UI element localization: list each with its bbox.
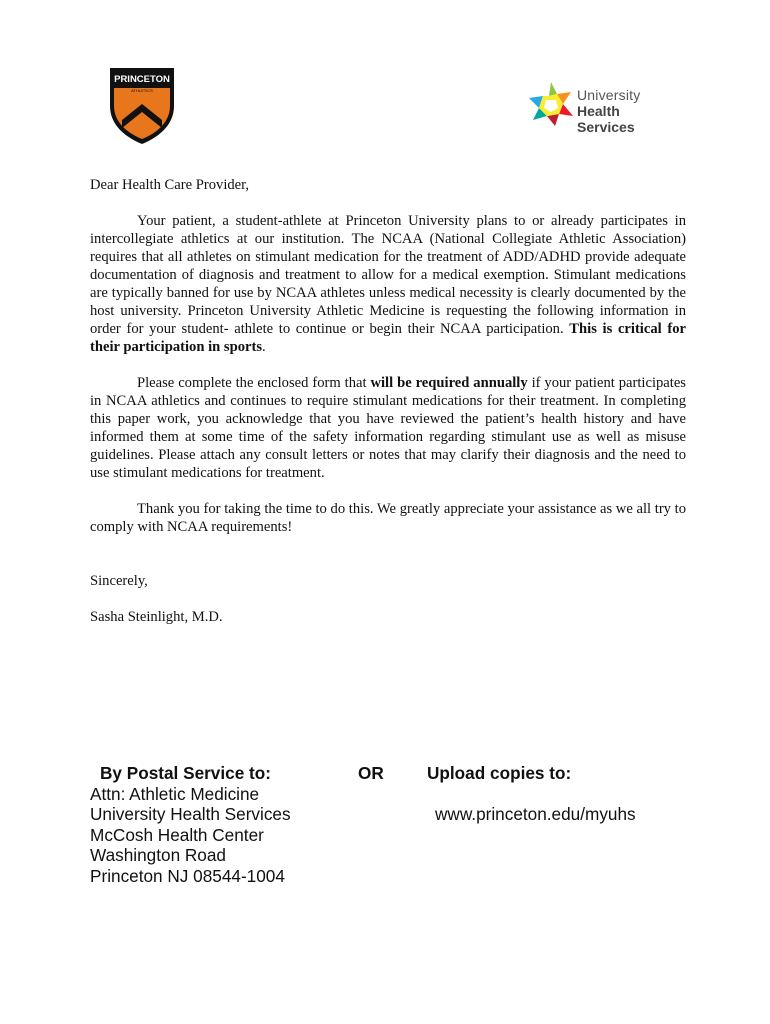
- uhs-logo-line1: University: [577, 87, 641, 103]
- paragraph-2-emphasis: will be required annually: [370, 375, 528, 391]
- salutation: Dear Health Care Provider,: [90, 177, 250, 193]
- postal-line: Attn: Athletic Medicine: [90, 783, 260, 804]
- or-label: OR: [358, 763, 384, 783]
- paragraph-2-text-b: if your patient participates in NCAA athletics and continues to require stimulant medications for their treatment. In completing this paper work, you acknowledge that you have reviewed the patient’s health history and have informed them at some time of the safety information regarding stimulant use as well as misuse guidelines. Please attach any consult letters or notes that may clarify their diagnosis and the need to use stimulant medications for treatment.: [90, 375, 686, 481]
- princeton-logo-text: PRINCETON: [114, 74, 170, 85]
- postal-line: University Health Services: [90, 804, 291, 825]
- paragraph-2-text-a: Please complete the enclosed form that: [137, 375, 371, 391]
- upload-url-link[interactable]: www.princeton.edu/myuhs: [435, 803, 636, 824]
- upload-block: [427, 763, 707, 824]
- uhs-star-icon: [527, 80, 575, 128]
- princeton-logo-subtext: ATHLETICS: [131, 88, 153, 93]
- paragraph-1-text: Your patient, a student-athlete at Princeton University plans to or already participates in intercollegiate athletics at our institution. The NCAA (National Collegiate Athletic Association) requires that all athletes on stimulant medication for the treatment of ADD/ADHD provide adequate documentation of diagnosis and treatment to allow for a medical exemption. Stimulant medications are typically banned for use by NCAA athletes unless medical necessity is clearly documented by the host university. Princeton University Athletic Medicine is requesting the following information in order for your student- athlete to continue or begin their NCAA participation.: [90, 213, 686, 337]
- postal-line: Washington Road: [90, 845, 226, 866]
- postal-line: Princeton NJ 08544-1004: [90, 865, 285, 886]
- paragraph-1: [90, 212, 686, 356]
- postal-address-block: [90, 763, 350, 887]
- postal-line: McCosh Health Center: [90, 824, 264, 845]
- university-health-services-logo: [527, 80, 677, 135]
- paragraph-3: Thank you for taking the time to do this. We greatly appreciate your assistance as we all try to comply with NCAA requirements!: [90, 501, 686, 535]
- letter-body: [90, 176, 686, 626]
- paragraph-2: [90, 374, 686, 482]
- postal-heading: By Postal Service to:: [100, 763, 271, 783]
- signature: Sasha Steinlight, M.D.: [90, 609, 223, 625]
- upload-heading: Upload copies to:: [427, 763, 572, 783]
- paragraph-1-end: .: [262, 339, 266, 355]
- paragraph-1-emphasis: This is critical for their participation in sports: [90, 321, 686, 355]
- closing: Sincerely,: [90, 573, 148, 589]
- princeton-athletics-logo: [107, 66, 177, 146]
- uhs-logo-line2: Health Services: [577, 103, 635, 135]
